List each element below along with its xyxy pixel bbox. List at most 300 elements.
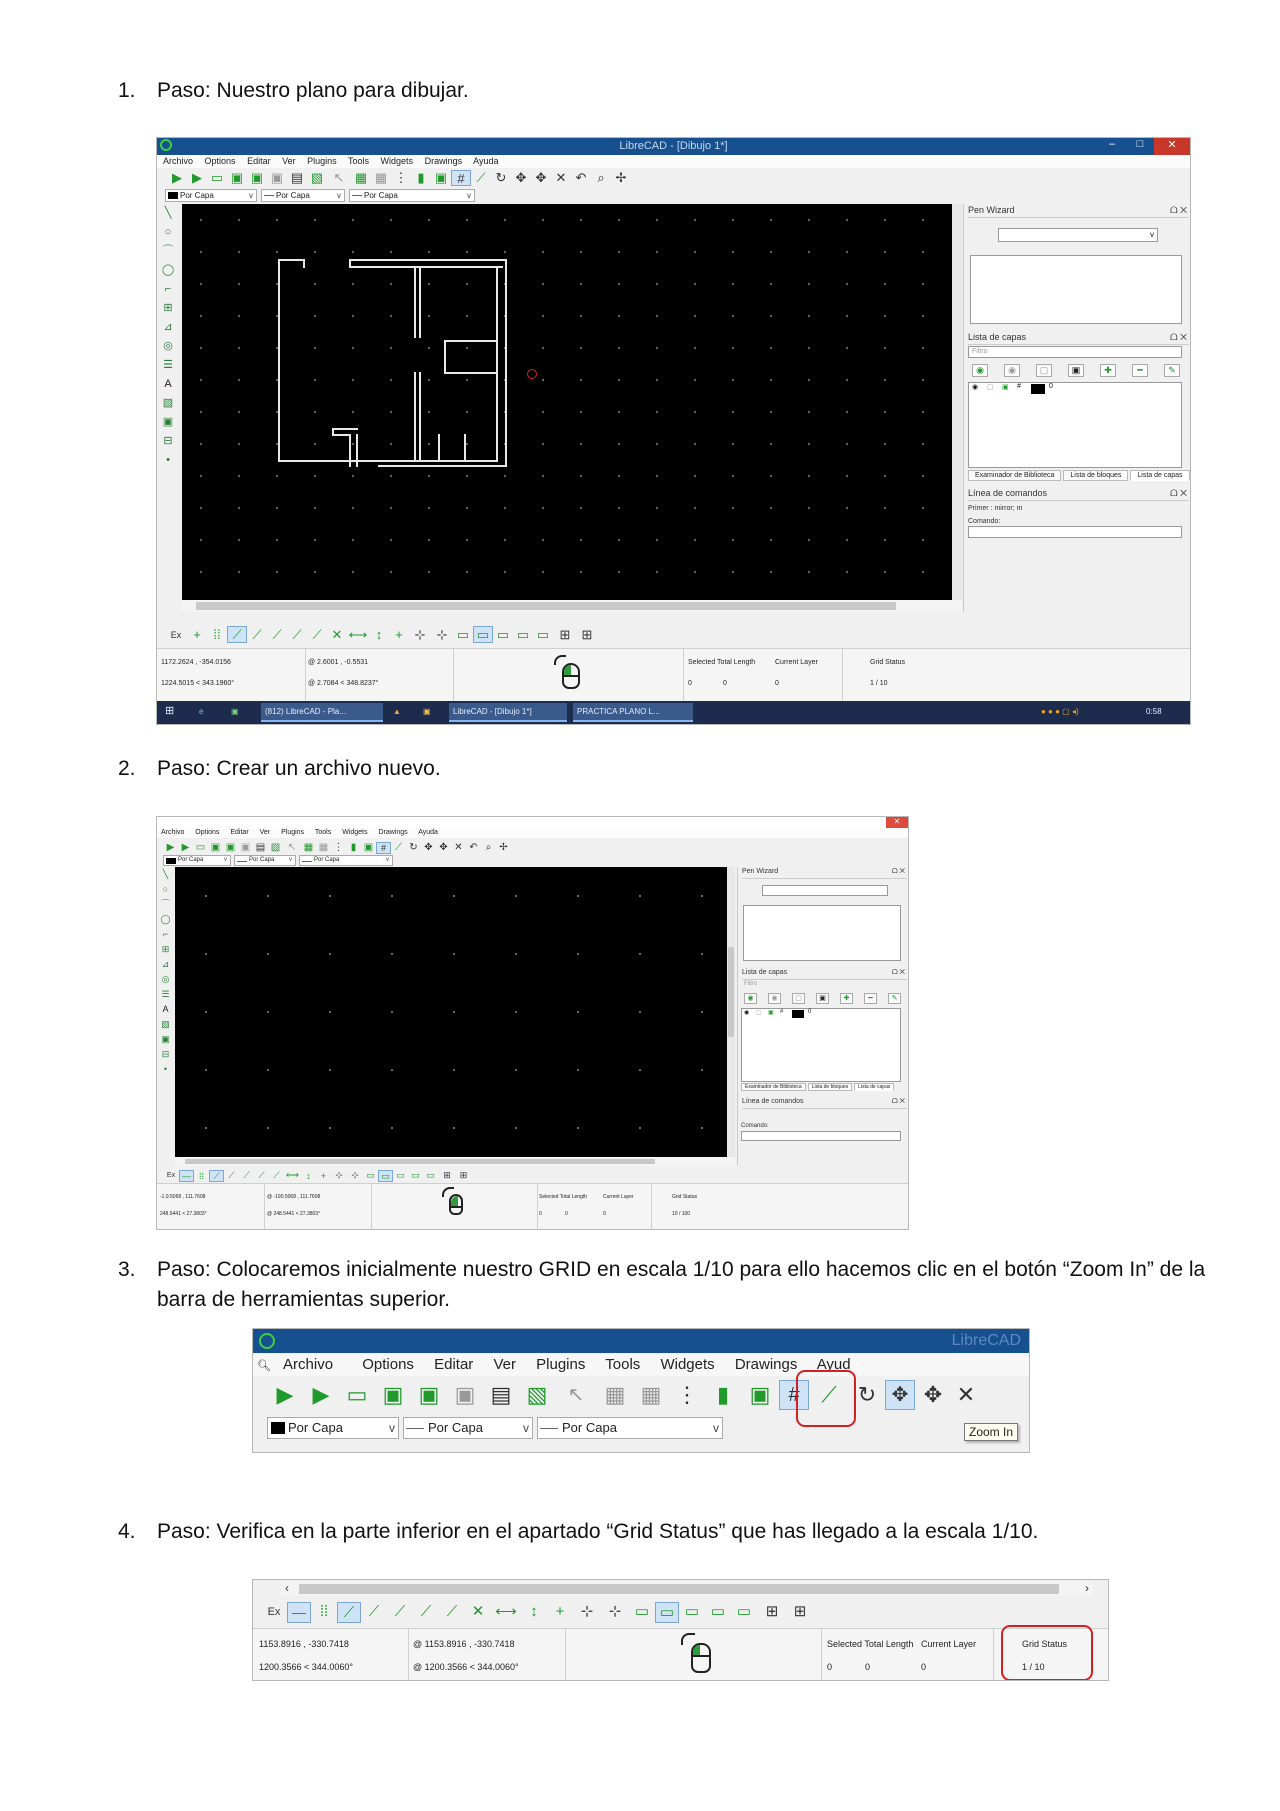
menu-ver[interactable]: Ver [282, 156, 296, 166]
view-1-icon[interactable]: ▭ [634, 1603, 650, 1620]
grid-icon[interactable]: # [779, 1380, 809, 1410]
pen-toolbar [157, 854, 908, 866]
abs-polar-coordinates: 248.5441 < 27.3803° [160, 1211, 207, 1217]
show-all-layers-icon[interactable]: ◉ [744, 993, 757, 1004]
zoom-in-icon[interactable]: ✥ [885, 1380, 915, 1410]
hide-all-layers-icon[interactable]: ◉ [768, 993, 781, 1004]
new-file-icon[interactable]: ▶ [172, 169, 182, 185]
relative-zero-icon[interactable]: ⊹ [335, 1170, 343, 1181]
print-icon[interactable]: ▤ [255, 842, 266, 854]
view-4-icon[interactable]: ▭ [516, 626, 530, 642]
command-input[interactable] [741, 1131, 901, 1141]
floor-plan [182, 204, 952, 600]
menu-ayuda[interactable]: Ayuda [473, 156, 499, 166]
step-text: Paso: Crear un archivo nuevo. [157, 757, 441, 780]
copy-icon[interactable]: ▦ [604, 1382, 626, 1407]
screenshot-step-1 [156, 137, 1191, 725]
snap-grid-icon[interactable]: ⁞⁞ [213, 627, 221, 643]
menu-archivo[interactable]: Archivo [161, 829, 185, 836]
title-bar [157, 138, 1190, 155]
curve-tool-icon[interactable]: ⌒ [162, 245, 174, 257]
select-tool-icon[interactable]: ⊞ [163, 302, 173, 314]
ellipse-tool-icon[interactable]: ◯ [161, 264, 175, 276]
layer-row[interactable]: ◉ ▢ ▣ # 0 [744, 1009, 812, 1016]
undo-icon[interactable]: ▮ [417, 169, 425, 185]
unlock-layers-icon[interactable]: ▢ [792, 993, 805, 1004]
draft-icon[interactable]: ⟋ [476, 169, 486, 185]
modify-tool-icon[interactable]: ◎ [161, 974, 170, 984]
menu-tools[interactable]: Tools [314, 829, 332, 836]
step-number: 3. [118, 1258, 136, 1281]
save-as-icon[interactable]: ▣ [225, 842, 236, 854]
new-template-icon[interactable]: ▶ [181, 842, 190, 854]
close-button[interactable]: ✕ [886, 817, 908, 828]
info-tool-icon[interactable]: ☰ [163, 359, 173, 371]
save-as-icon[interactable]: ▣ [418, 1382, 440, 1407]
rel-coordinates: @ 1153.8916 , -330.7418 [413, 1639, 515, 1649]
view-5-icon[interactable]: ▭ [536, 626, 550, 642]
open-folder-icon[interactable]: ▭ [195, 842, 206, 854]
undo-icon[interactable]: ▮ [350, 842, 357, 854]
zoom-auto-icon[interactable]: ✕ [555, 169, 567, 185]
print-icon[interactable]: ▤ [490, 1382, 512, 1407]
canvas-hscroll[interactable] [182, 600, 962, 612]
current-layer-label: Current Layer [775, 659, 818, 666]
paste-icon[interactable]: ▦ [318, 842, 329, 854]
snap-onentity-icon[interactable]: ⟋ [252, 626, 262, 642]
current-layer-value: 0 [603, 1211, 606, 1217]
menu-options[interactable]: Options [204, 156, 236, 166]
view-2-icon[interactable]: ▭ [473, 626, 493, 643]
tab-blocks[interactable]: Lista de bloques [808, 1083, 852, 1091]
cut-icon[interactable]: ⋮ [394, 169, 408, 185]
taskbar-item-browser[interactable]: (812) LibreCAD - Pla... [261, 703, 383, 722]
selected-length-value: 0 [723, 680, 727, 687]
snap-center-icon[interactable]: ⟋ [394, 1603, 406, 1620]
zoom-out-icon[interactable]: ✥ [535, 169, 547, 185]
restrict-horizontal-icon[interactable]: ⟷ [348, 626, 368, 642]
pen-wizard-combo[interactable]: v [998, 228, 1158, 242]
view-3-icon[interactable]: ▭ [684, 1603, 700, 1620]
pen-toolbar [157, 187, 1190, 203]
tab-library[interactable]: Examinador de Biblioteca [968, 470, 1061, 481]
width-combo[interactable]: Por Capa v [403, 1417, 533, 1439]
restrict-vertical-icon[interactable]: ↕ [306, 1170, 311, 1181]
snap-exclusive[interactable]: Ex [170, 629, 182, 640]
dock-tabs [968, 470, 1191, 481]
step-text: Paso: Colocaremos inicialmente nuestro GRID en escala 1/10 para ello hacemos clic en el botón “Zoom In” de la barra de herramientas superior. [157, 1258, 1206, 1311]
zoom-pan-icon[interactable]: ✢ [499, 842, 508, 854]
drawing-canvas[interactable] [182, 204, 952, 600]
dock-1-icon[interactable]: ⊞ [443, 1170, 451, 1181]
zoom-previous-icon[interactable]: ↶ [575, 169, 587, 185]
canvas-hscroll[interactable]: ‹ › [281, 1582, 1093, 1596]
hatch-tool-icon[interactable]: ▧ [161, 1019, 170, 1029]
new-template-icon[interactable]: ▶ [312, 1382, 330, 1407]
point-tool-icon[interactable]: • [166, 454, 170, 466]
color-combo[interactable]: Por Capa v [165, 189, 257, 202]
snap-onentity-icon[interactable]: ⟋ [368, 1603, 380, 1620]
dimension-tool-icon[interactable]: ⊿ [163, 321, 173, 333]
step-number: 1. [118, 79, 136, 102]
snap-grid-icon[interactable]: ⁞⁞ [198, 1170, 204, 1181]
snap-free-icon[interactable]: — [287, 1602, 311, 1623]
undo-icon[interactable]: ▮ [716, 1382, 730, 1407]
tab-blocks[interactable]: Lista de bloques [1063, 470, 1128, 481]
taskbar-item-librecad[interactable]: LibreCAD - [Dibujo 1*] [449, 703, 567, 722]
print-preview-icon[interactable]: ▧ [270, 842, 281, 854]
taskbar-item-word[interactable]: PRACTICA PLANO L... [573, 703, 693, 722]
menu-options[interactable]: Options [195, 829, 220, 836]
new-template-icon[interactable]: ▶ [192, 169, 202, 185]
snap-middle-icon[interactable]: ⟋ [420, 1603, 432, 1620]
menu-plugins[interactable]: Plugins [536, 1356, 586, 1373]
redraw-icon[interactable]: ↻ [409, 842, 418, 854]
width-combo[interactable]: Por Capa v [234, 855, 296, 866]
new-file-icon[interactable]: ▶ [166, 842, 175, 854]
ie-icon[interactable]: e [199, 707, 204, 716]
print-icon[interactable]: ▤ [290, 169, 304, 185]
menu-ver[interactable]: Ver [259, 829, 271, 836]
grid-icon[interactable]: # [451, 170, 471, 186]
selected-length-label: Selected Total Length [539, 1194, 588, 1200]
view-4-icon[interactable]: ▭ [411, 1170, 420, 1181]
info-tool-icon[interactable]: ☰ [161, 989, 170, 999]
layer-filter-input[interactable]: Filtro [744, 981, 758, 987]
point-tool-icon[interactable]: • [163, 1064, 168, 1074]
tab-layers[interactable]: Lista de capas [1130, 470, 1189, 481]
layer-table [968, 382, 1182, 468]
snap-toolbar [253, 1600, 1108, 1624]
pen-wizard-header: Pen Wizard ᗝ ✕ [742, 868, 907, 879]
unlock-layers-icon[interactable]: ▢ [1036, 364, 1052, 377]
snap-endpoint-icon[interactable]: ⟋ [337, 1602, 361, 1623]
command-input[interactable] [968, 526, 1182, 538]
step-text: Paso: Nuestro plano para dibujar. [157, 79, 469, 102]
zoom-auto-icon[interactable]: ✕ [956, 1382, 976, 1407]
save-all-icon[interactable]: ▣ [454, 1382, 476, 1407]
snap-toolbar [157, 1167, 908, 1182]
snap-center-icon[interactable]: ⟋ [272, 626, 282, 642]
zoom-out-icon[interactable]: ✥ [923, 1382, 943, 1407]
hatch-tool-icon[interactable]: ▧ [162, 397, 174, 409]
snap-distance-icon[interactable]: ⟋ [312, 626, 322, 642]
maximize-button[interactable]: □ [1136, 138, 1144, 150]
abs-coordinates: 1153.8916 , -330.7418 [259, 1639, 349, 1649]
hide-all-layers-icon[interactable]: ◉ [1004, 364, 1020, 377]
view-3-icon[interactable]: ▭ [396, 1170, 405, 1181]
snap-free-icon[interactable]: + [193, 627, 201, 643]
command-prompt: Comando: [741, 1123, 769, 1129]
paste-icon[interactable]: ▦ [640, 1382, 662, 1407]
dimension-tool-icon[interactable]: ⊿ [161, 959, 170, 969]
mouse-icon [562, 663, 580, 689]
menu-archivo[interactable]: 🔍︎ Archivo [257, 1356, 334, 1373]
canvas-hscroll[interactable] [175, 1157, 735, 1166]
menu-editar[interactable]: Editar [247, 156, 271, 166]
zoom-out-icon[interactable]: ✥ [439, 842, 448, 854]
snap-middle-icon[interactable]: ⟋ [292, 626, 302, 642]
zoom-auto-icon[interactable]: ✕ [454, 842, 463, 854]
dock-2-icon[interactable]: ⊞ [459, 1170, 468, 1181]
current-layer-value: 0 [921, 1662, 927, 1672]
layer-table [741, 1008, 901, 1082]
circle-tool-icon[interactable]: ○ [162, 884, 169, 894]
save-icon[interactable]: ▣ [382, 1382, 404, 1407]
color-combo[interactable]: Por Capa v [163, 855, 231, 866]
snap-distance-icon[interactable]: ⟋ [273, 1170, 280, 1181]
abs-coordinates: 1172.2624 , -354.0156 [161, 659, 231, 666]
menu-tools[interactable]: Tools [605, 1356, 641, 1373]
text-tool-icon[interactable]: A [162, 1004, 169, 1014]
start-button[interactable]: ⊞ [165, 705, 175, 717]
screenshot-step-3 [252, 1328, 1030, 1453]
relative-zero-icon[interactable]: ⊹ [580, 1603, 594, 1620]
drawing-canvas[interactable] [175, 867, 727, 1157]
zoom-in-icon[interactable]: ✥ [424, 842, 433, 854]
view-1-icon[interactable]: ▭ [366, 1170, 375, 1181]
line-tool-icon[interactable]: ╲ [162, 869, 169, 879]
view-2-icon[interactable]: ▭ [378, 1170, 393, 1182]
line-tool-icon[interactable]: ╲ [164, 207, 172, 219]
restrict-horizontal-icon[interactable]: ⟷ [286, 1170, 299, 1181]
copy-icon[interactable]: ▦ [303, 842, 314, 854]
snap-exclusive[interactable]: Ex [267, 1606, 281, 1618]
select-tool-icon[interactable]: ⊞ [161, 944, 170, 954]
restrict-ortho-icon[interactable]: + [320, 1170, 327, 1181]
snap-exclusive[interactable]: Ex [166, 1172, 176, 1180]
tab-layers[interactable]: Lista de capas [854, 1083, 894, 1091]
new-file-icon[interactable]: ▶ [276, 1382, 294, 1407]
menu-plugins[interactable]: Plugins [281, 829, 305, 836]
copy-icon[interactable]: ▦ [354, 169, 368, 185]
menu-editar[interactable]: Editar [434, 1356, 474, 1373]
relative-zero-icon[interactable]: ⊹ [414, 626, 426, 642]
store-icon[interactable]: ▣ [231, 707, 239, 716]
mouse-icon [691, 1643, 711, 1673]
menu-drawings[interactable]: Drawings [424, 156, 463, 166]
zoom-previous-icon[interactable]: ↶ [469, 842, 478, 854]
snap-free-icon[interactable]: — [179, 1170, 194, 1182]
show-all-layers-icon[interactable]: ◉ [972, 364, 988, 377]
layer-row[interactable]: ◉ ▢ ▣ # 0 [969, 383, 1181, 395]
current-layer-label: Current Layer [603, 1194, 634, 1200]
color-combo[interactable]: Por Capa v [267, 1417, 399, 1439]
open-folder-icon[interactable]: ▭ [346, 1382, 368, 1407]
add-layer-icon[interactable]: ✚ [1100, 364, 1116, 377]
snap-endpoint-icon[interactable]: ⟋ [227, 626, 247, 643]
current-layer-label: Current Layer [921, 1639, 977, 1649]
grid-icon[interactable]: # [376, 842, 391, 854]
tray-icons[interactable]: ● ● ● ▢ ◂) [1041, 707, 1079, 716]
save-icon[interactable]: ▣ [210, 842, 221, 854]
selected-count-value: 0 [688, 680, 692, 687]
linetype-combo[interactable]: Por Capa v [299, 855, 393, 866]
block-tool-icon[interactable]: ⊟ [163, 435, 173, 447]
close-button[interactable]: ✕ [1154, 138, 1190, 155]
pen-toolbar [253, 1415, 1029, 1441]
edit-layer-icon[interactable]: ✎ [888, 993, 901, 1004]
view-5-icon[interactable]: ▭ [426, 1170, 435, 1181]
pointer-icon[interactable]: ↖ [567, 1384, 585, 1406]
lock-layers-icon[interactable]: ▣ [816, 993, 829, 1004]
snap-onentity-icon[interactable]: ⟋ [228, 1170, 235, 1181]
abs-polar-coordinates: 1200.3566 < 344.0060° [259, 1662, 353, 1672]
save-as-icon[interactable]: ▣ [250, 169, 264, 185]
dock-1-icon[interactable]: ⊞ [559, 626, 571, 642]
curve-tool-icon[interactable]: ⌒ [160, 899, 170, 909]
snap-center-icon[interactable]: ⟋ [243, 1170, 250, 1181]
left-tool-palette [157, 867, 174, 1117]
step-text: Paso: Verifica en la parte inferior en el apartado “Grid Status” que has llegado a la escala 1/10. [157, 1520, 1039, 1543]
polyline-tool-icon[interactable]: ⌐ [162, 929, 169, 939]
print-preview-icon[interactable]: ▧ [526, 1382, 548, 1407]
layer-filter-input[interactable]: Filtro [968, 346, 1182, 358]
view-4-icon[interactable]: ▭ [710, 1603, 726, 1620]
view-3-icon[interactable]: ▭ [496, 626, 510, 642]
canvas-vscroll[interactable] [727, 867, 735, 1157]
redo-icon[interactable]: ▣ [749, 1382, 771, 1407]
zoom-window-icon[interactable]: ⌕ [485, 842, 492, 854]
pointer-icon[interactable]: ↖ [333, 169, 345, 185]
open-folder-icon[interactable]: ▭ [210, 169, 224, 185]
circle-tool-icon[interactable]: ○ [164, 226, 172, 238]
menu-widgets[interactable]: Widgets [660, 1356, 715, 1373]
width-combo[interactable]: Por Capa v [261, 189, 345, 202]
selected-length-value: 0 [565, 1211, 568, 1217]
restrict-ortho-icon[interactable]: + [555, 1603, 565, 1620]
image-tool-icon[interactable]: ▣ [162, 416, 174, 428]
snap-middle-icon[interactable]: ⟋ [258, 1170, 265, 1181]
menu-widgets[interactable]: Widgets [342, 829, 368, 836]
block-tool-icon[interactable]: ⊟ [161, 1049, 170, 1059]
menu-drawings[interactable]: Drawings [734, 1356, 798, 1373]
remove-layer-icon[interactable]: ━ [864, 993, 877, 1004]
step-number: 4. [118, 1520, 136, 1543]
grid-status-label: Grid Status [870, 659, 906, 666]
zoom-window-icon[interactable]: ⌕ [597, 169, 605, 185]
snap-grid-icon[interactable]: ⁞⁞ [319, 1603, 329, 1620]
redo-icon[interactable]: ▣ [363, 842, 374, 854]
canvas-vscroll[interactable] [952, 204, 962, 600]
menu-archivo[interactable]: Archivo [163, 156, 194, 166]
lock-relative-zero-icon[interactable]: ⊹ [436, 626, 448, 642]
restrict-ortho-icon[interactable]: + [395, 627, 403, 643]
vlc-icon[interactable]: ▲ [393, 707, 401, 716]
snap-intersection-icon[interactable]: ✕ [471, 1603, 485, 1620]
lock-relative-zero-icon[interactable]: ⊹ [608, 1603, 622, 1620]
menu-widgets[interactable]: Widgets [380, 156, 414, 166]
main-toolbar [157, 839, 908, 853]
view-5-icon[interactable]: ▭ [736, 1603, 752, 1620]
main-toolbar [157, 169, 1190, 187]
save-all-icon[interactable]: ▣ [240, 842, 251, 854]
ellipse-tool-icon[interactable]: ◯ [160, 914, 171, 924]
rel-coordinates: @ -190.5068 , 111.7608 [267, 1194, 321, 1200]
menu-bar [157, 828, 908, 838]
save-icon[interactable]: ▣ [230, 169, 244, 185]
cut-icon[interactable]: ⋮ [333, 842, 344, 854]
dock-1-icon[interactable]: ⊞ [765, 1603, 779, 1620]
command-line-header: Línea de comandos ᗝ ✕ [968, 488, 1189, 501]
zoom-in-tooltip: Zoom In [964, 1423, 1018, 1441]
text-tool-icon[interactable]: A [164, 378, 172, 390]
tab-library[interactable]: Examinador de Biblioteca [741, 1083, 806, 1091]
add-layer-icon[interactable]: ✚ [840, 993, 853, 1004]
pen-wizard-combo[interactable] [762, 885, 888, 896]
draft-icon[interactable]: ⟋ [821, 1382, 837, 1407]
polyline-tool-icon[interactable]: ⌐ [164, 283, 172, 295]
restrict-vertical-icon[interactable]: ↕ [375, 627, 383, 643]
grid-status-value: 10 / 100 [672, 1211, 691, 1217]
snap-distance-icon[interactable]: ⟋ [446, 1603, 458, 1620]
dock-2-icon[interactable]: ⊞ [793, 1603, 807, 1620]
modify-tool-icon[interactable]: ◎ [163, 340, 173, 352]
menu-ver[interactable]: Ver [493, 1356, 516, 1373]
left-tool-palette [157, 204, 179, 554]
menu-editar[interactable]: Editar [230, 829, 249, 836]
draft-icon[interactable]: ⟋ [395, 842, 402, 854]
windows-taskbar [157, 701, 1190, 724]
media-icon[interactable]: ▣ [423, 707, 431, 716]
linetype-combo[interactable]: Por Capa v [537, 1417, 723, 1439]
view-2-icon[interactable]: ▭ [655, 1602, 679, 1623]
menu-plugins[interactable]: Plugins [307, 156, 337, 166]
print-preview-icon[interactable]: ▧ [310, 169, 324, 185]
pointer-icon[interactable]: ↖ [287, 842, 297, 854]
dock-2-icon[interactable]: ⊞ [581, 626, 593, 642]
command-prompt: Comando: [968, 518, 1001, 525]
snap-intersection-icon[interactable]: ✕ [331, 626, 343, 642]
dock-tabs [741, 1083, 896, 1091]
menu-tools[interactable]: Tools [348, 156, 370, 166]
grid-status-label: Grid Status [672, 1194, 698, 1200]
cut-icon[interactable]: ⋮ [676, 1382, 698, 1407]
minimize-button[interactable]: – [1108, 138, 1116, 150]
save-all-icon[interactable]: ▣ [270, 169, 284, 185]
view-1-icon[interactable]: ▭ [456, 626, 470, 642]
linetype-combo[interactable]: Por Capa v [349, 189, 475, 202]
restrict-vertical-icon[interactable]: ↕ [530, 1603, 538, 1620]
redraw-icon[interactable]: ↻ [857, 1382, 877, 1407]
layer-list-header: Lista de capas ᗝ ✕ [968, 332, 1189, 345]
lock-layers-icon[interactable]: ▣ [1068, 364, 1084, 377]
redo-icon[interactable]: ▣ [434, 169, 448, 185]
paste-icon[interactable]: ▦ [374, 169, 388, 185]
snap-toolbar [157, 626, 1190, 646]
pen-wizard-palette [743, 905, 901, 961]
image-tool-icon[interactable]: ▣ [161, 1034, 170, 1044]
redraw-icon[interactable]: ↻ [495, 169, 507, 185]
selected-length-label: Selected Total Length [688, 659, 756, 666]
zoom-pan-icon[interactable]: ✢ [615, 169, 627, 185]
clock: 0:58 [1146, 707, 1162, 716]
command-line-header: Línea de comandos ᗝ ✕ [742, 1098, 907, 1109]
remove-layer-icon[interactable]: ━ [1132, 364, 1148, 377]
grid-status-value: 1 / 10 [870, 680, 888, 687]
snap-endpoint-icon[interactable]: ⟋ [209, 1170, 224, 1182]
edit-layer-icon[interactable]: ✎ [1164, 364, 1180, 377]
menu-ayuda[interactable]: Ayud [816, 1356, 851, 1373]
restrict-horizontal-icon[interactable]: ⟷ [495, 1603, 517, 1620]
status-bar [253, 1628, 1108, 1681]
menu-ayuda[interactable]: Ayuda [418, 829, 438, 836]
lock-relative-zero-icon[interactable]: ⊹ [351, 1170, 359, 1181]
menu-options[interactable]: Options [362, 1356, 414, 1373]
zoom-in-icon[interactable]: ✥ [515, 169, 527, 185]
menu-drawings[interactable]: Drawings [378, 829, 408, 836]
window-title: LibreCAD - [Dibujo 1*] [619, 140, 728, 152]
